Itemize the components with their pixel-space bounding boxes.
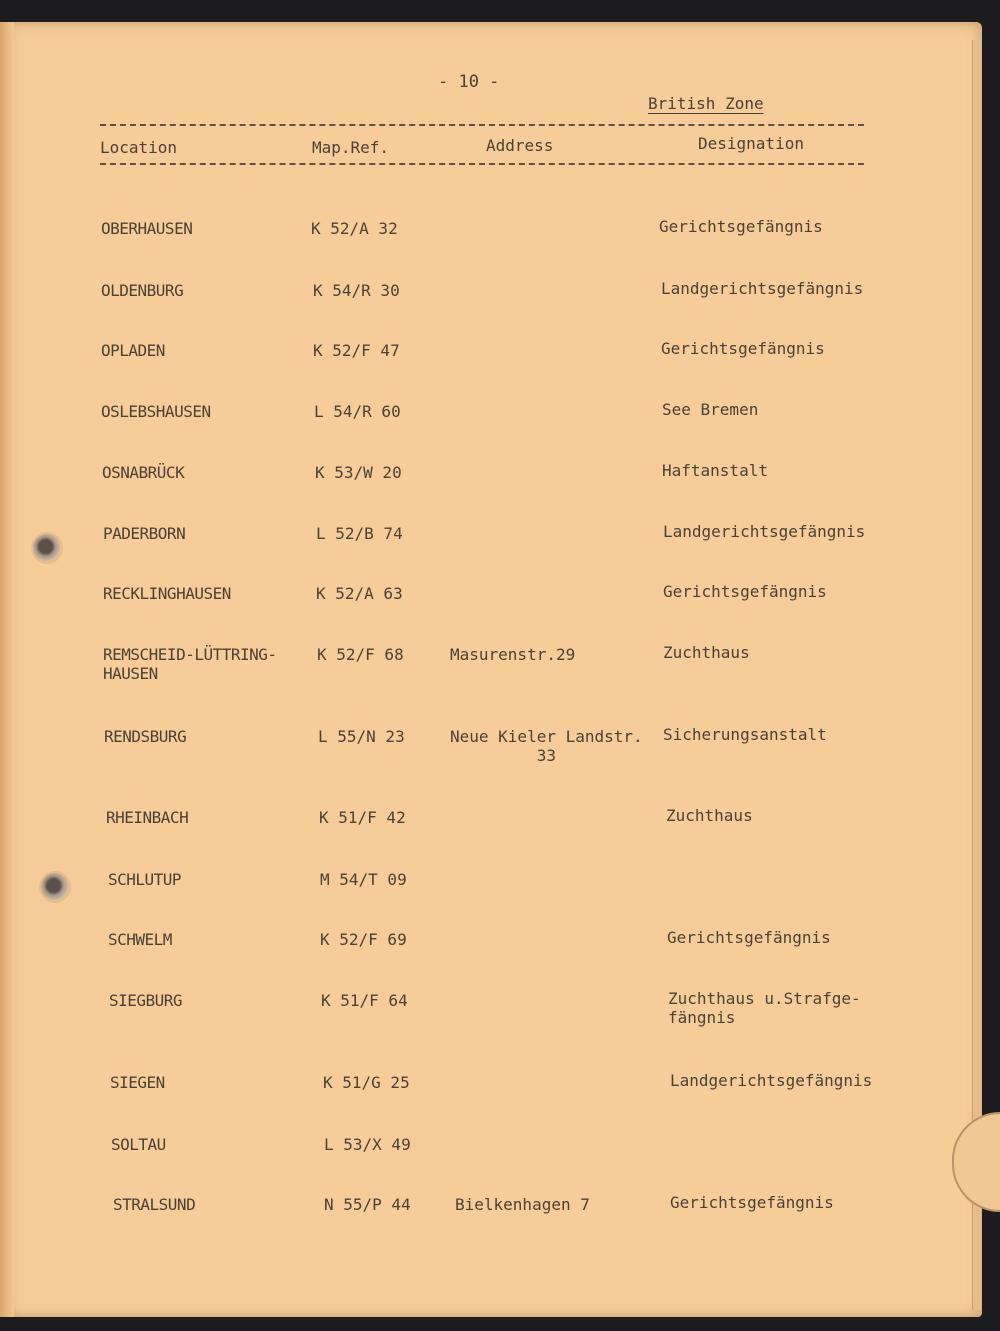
header-rule-bottom [100,163,864,165]
cell-address: Bielkenhagen 7 [455,1195,590,1214]
cell-location: STRALSUND [113,1195,196,1214]
cell-location: RECKLINGHAUSEN [103,584,231,603]
cell-map-ref: K 51/F 42 [319,808,406,827]
cell-map-ref: L 54/R 60 [314,402,401,421]
cell-designation: Gerichtsgefängnis [667,928,831,947]
cell-location: PADERBORN [103,524,186,543]
page-number: - 10 - [438,72,500,92]
cell-location: RENDSBURG [104,727,187,746]
cell-location: SOLTAU [111,1135,166,1154]
cell-location: REMSCHEID-LÜTTRING- HAUSEN [103,645,277,683]
cell-location: OSLEBSHAUSEN [101,402,211,421]
cell-map-ref: K 52/F 69 [320,930,407,949]
cell-designation: Gerichtsgefängnis [670,1193,834,1212]
cell-map-ref: K 52/A 63 [316,584,403,603]
cell-location: SIEGBURG [109,991,183,1010]
cell-designation: Haftanstalt [662,461,768,480]
cell-designation: Gerichtsgefängnis [659,217,823,236]
cell-map-ref: K 52/F 47 [313,341,400,360]
cell-map-ref: K 51/F 64 [321,991,408,1010]
column-header-address: Address [486,136,554,155]
zone-title: British Zone [648,94,764,113]
cell-location: OSNABRÜCK [102,463,185,482]
cell-map-ref: L 55/N 23 [318,727,405,746]
cell-location: OBERHAUSEN [101,219,193,238]
cell-address: Masurenstr.29 [450,645,576,664]
cell-designation: Zuchthaus [663,643,750,662]
cell-map-ref: L 53/X 49 [324,1135,411,1154]
cell-designation: Zuchthaus u.Strafge- fängnis [668,989,861,1027]
punch-hole-upper [33,534,61,562]
cell-map-ref: K 54/R 30 [313,281,400,300]
cell-location: OLDENBURG [101,281,184,300]
cell-designation: Gerichtsgefängnis [663,582,827,601]
punch-hole-lower [41,873,69,901]
cell-map-ref: K 52/F 68 [317,645,404,664]
cell-location: SCHLUTUP [108,870,182,889]
cell-designation: See Bremen [662,400,759,419]
cell-map-ref: M 54/T 09 [320,870,407,889]
cell-designation: Zuchthaus [666,806,753,825]
cell-map-ref: K 52/A 32 [311,219,398,238]
cell-location: SCHWELM [108,930,172,949]
header-rule-top [100,124,864,126]
page-binding-edge [0,22,14,1317]
cell-map-ref: K 51/G 25 [323,1073,410,1092]
cell-map-ref: N 55/P 44 [324,1195,411,1214]
cell-location: RHEINBACH [106,808,189,827]
cell-designation: Landgerichtsgefängnis [670,1071,873,1090]
cell-address: Neue Kieler Landstr. 33 [450,727,643,765]
column-header-designation: Designation [698,134,804,153]
cell-designation: Landgerichtsgefängnis [661,279,864,298]
column-header-map-ref: Map.Ref. [312,138,390,157]
column-header-location: Location [100,138,178,157]
cell-map-ref: K 53/W 20 [315,463,402,482]
cell-location: OPLADEN [101,341,165,360]
cell-designation: Landgerichtsgefängnis [663,522,866,541]
cell-map-ref: L 52/B 74 [316,524,403,543]
cell-location: SIEGEN [110,1073,165,1092]
cell-designation: Sicherungsanstalt [663,725,827,744]
cell-designation: Gerichtsgefängnis [661,339,825,358]
